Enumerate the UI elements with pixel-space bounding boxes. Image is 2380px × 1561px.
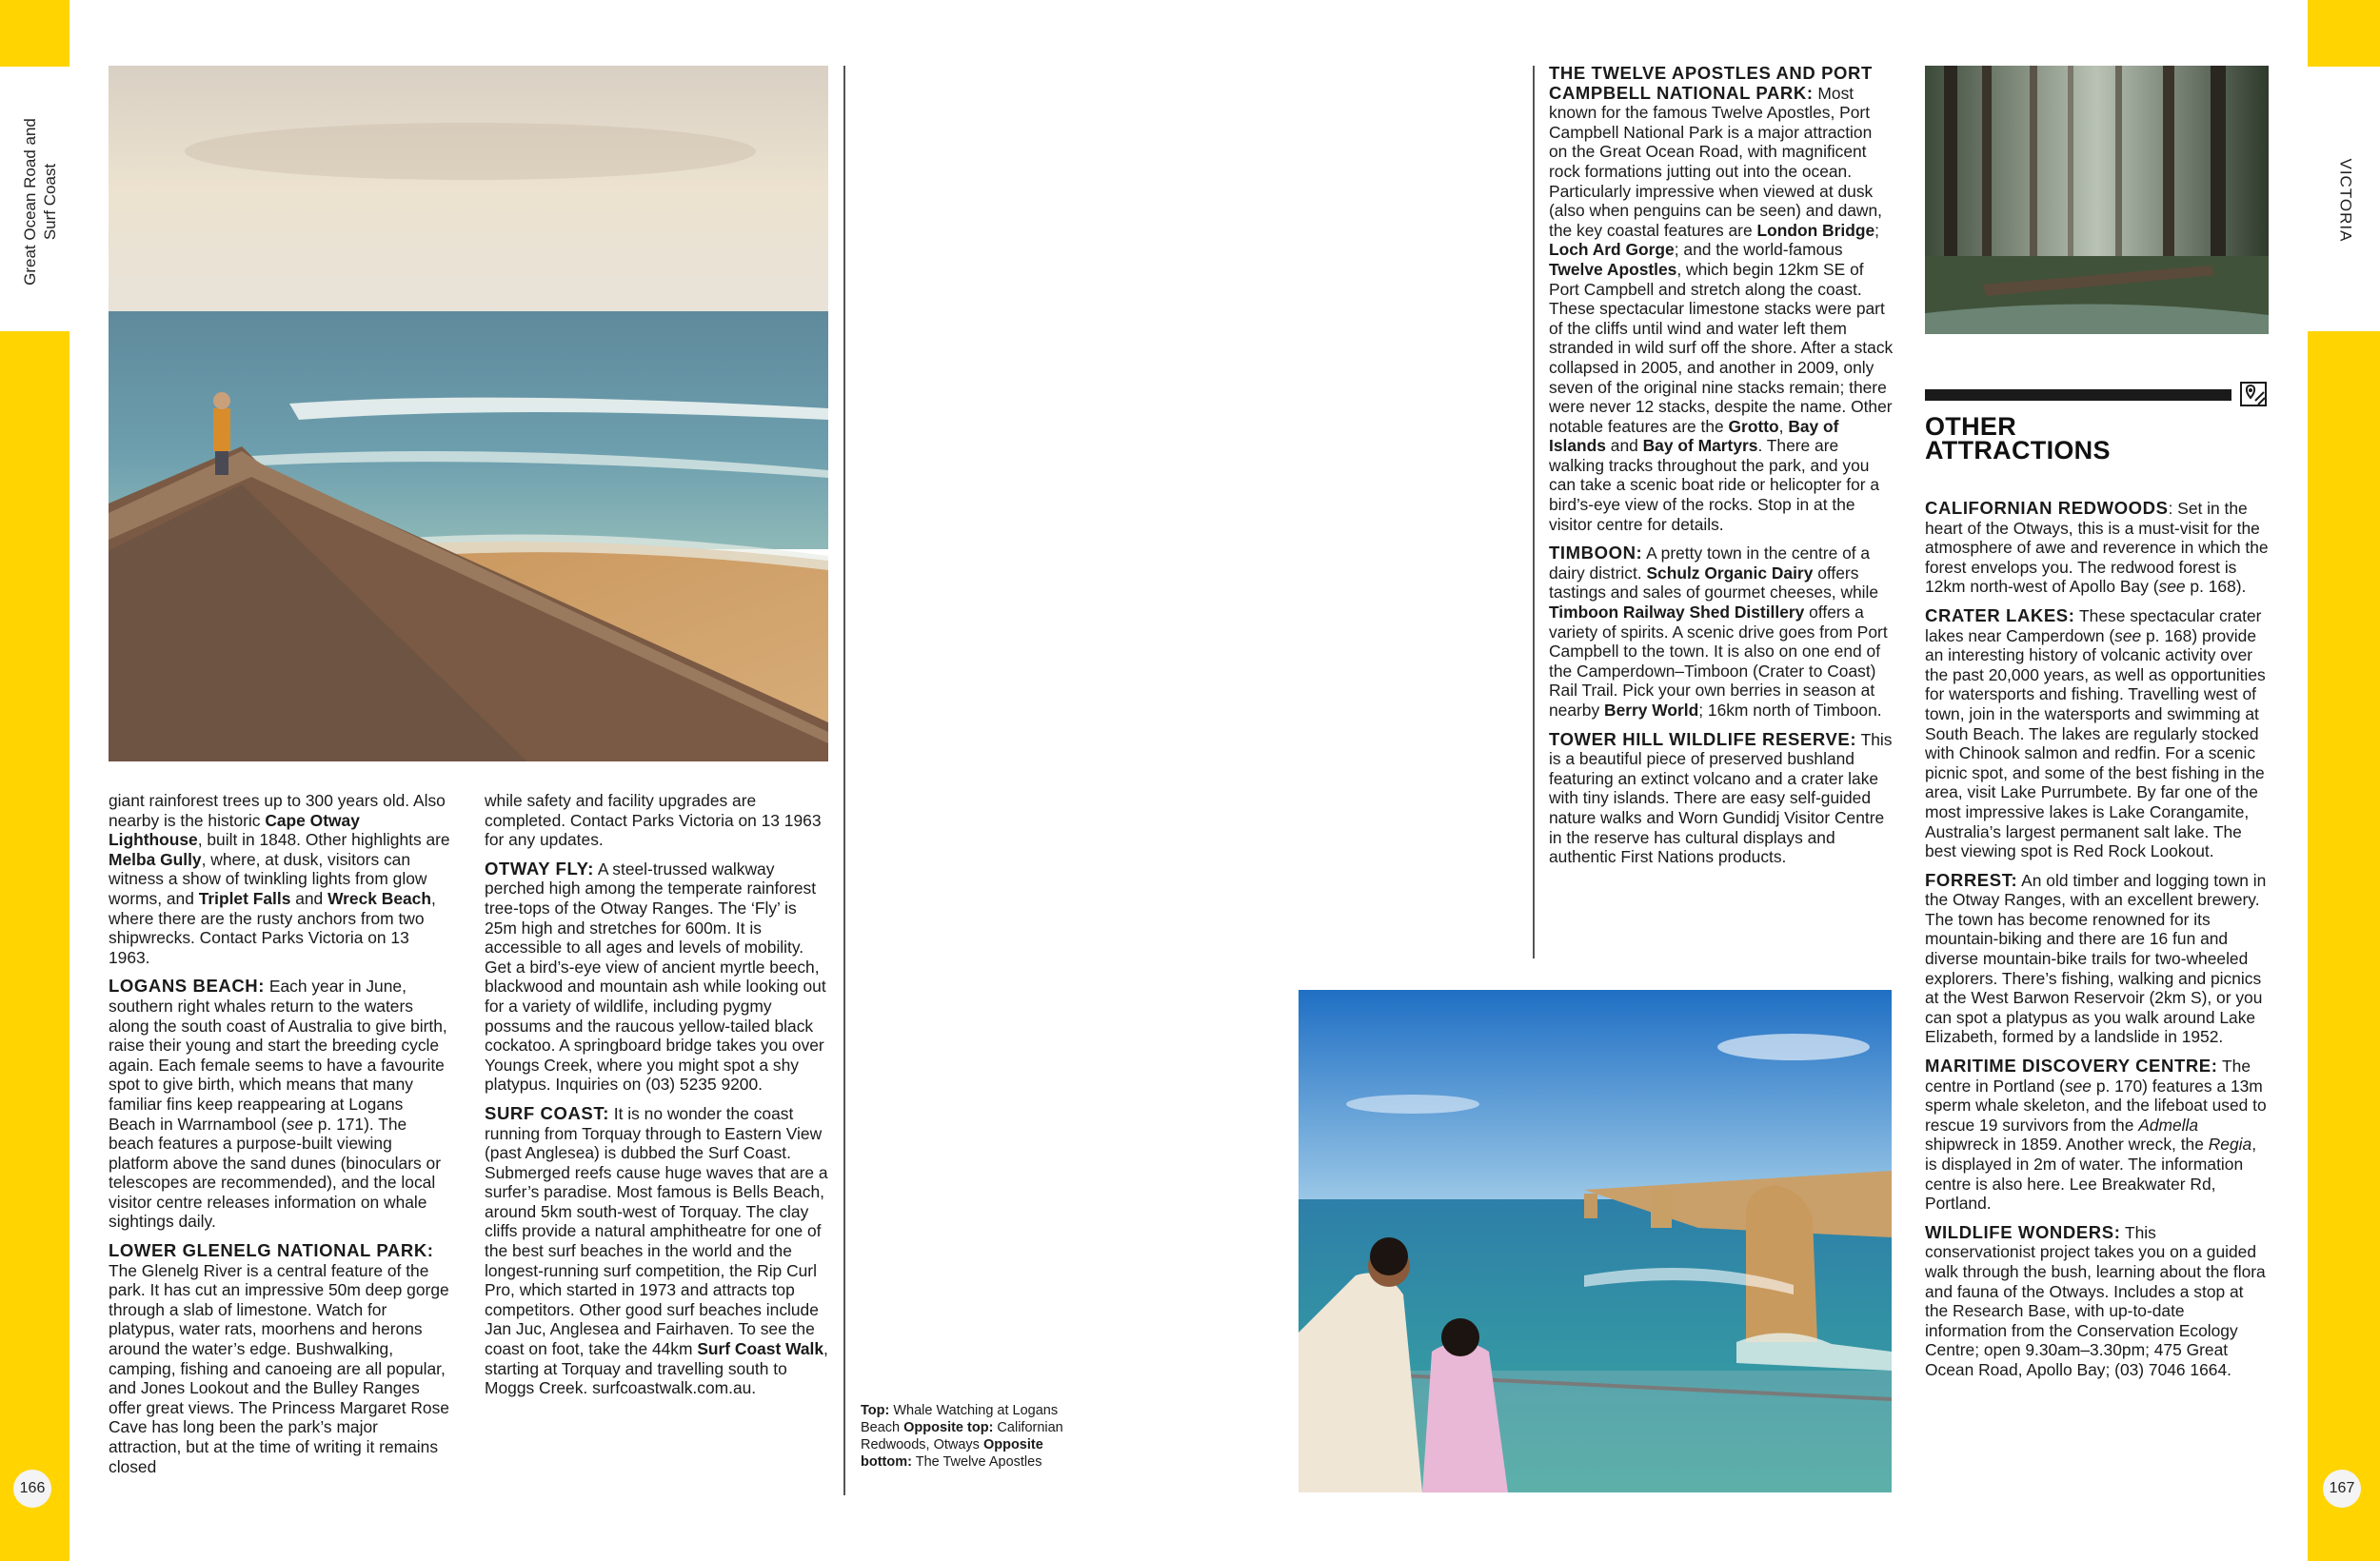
text: This conservationist project takes you on a guided walk through the bush, learning about the flora and fauna of the Otways. Includes a stop at the Research Base, with up-to-date information from the Conservation Ecology Centre; open 9.30am–3.30pm; 475 Great Ocean Road, Apollo Bay; (03) 7046 1664. [1925,1222,2266,1379]
text: The centre in Portland ( [1925,1057,2251,1096]
text: p. 170) features a 13m sperm whale skeleton, and the lifeboat used to rescue 19 survivors from the [1925,1076,2267,1135]
highlight: Wreck Beach [327,888,431,908]
text: : Set in the heart of the Otways, this is a must-visit for the atmosphere of awe and reverence in which the forest envelops you. The redwood forest is 12km north-west of Apollo Bay ( [1925,499,2269,597]
paragraph-timboon [1549,543,1894,720]
map-pin-icon [2239,380,2268,408]
photo-caption [861,1402,1089,1471]
section-label-line2: Surf Coast [41,163,59,241]
entry-heading: FORREST: [1925,869,2018,890]
text: and [1605,436,1643,456]
other-attractions-title [1925,412,2111,464]
entry-heading: LOGANS BEACH: [109,976,266,997]
left-page-column-2 [485,791,829,1408]
highlight: Bay of Islands [1549,416,1839,456]
paragraph-wildlife-wonders [1925,1223,2270,1380]
highlight: Triplet Falls [198,888,291,908]
left-top-tab [0,0,69,67]
page-number-right: 167 [2323,1470,2361,1508]
paragraph-logans-beach [109,977,451,1232]
highlight: Twelve Apostles [1549,259,1677,279]
section-label [20,116,60,287]
right-page-column-1 [1549,64,1894,877]
paragraph-twelve-apostles [1549,64,1894,534]
section-label-line1: Great Ocean Road and [21,118,39,286]
paragraph-surf-coast [485,1104,829,1398]
text: , [1778,416,1789,436]
paragraph-maritime-discovery [1925,1057,2270,1214]
text: shipwreck in 1859. Another wreck, the [1925,1135,2209,1155]
text: Admella [2138,1115,2199,1135]
highlight: Bay of Martyrs [1642,436,1758,456]
text: and [290,888,328,908]
caption-text: The Twelve Apostles [911,1454,1042,1470]
text: ; and the world-famous [1674,240,1843,260]
caption-label: Top: [861,1403,890,1418]
text: . There are walking tracks throughout the park, and you can take a scenic boat ride or helicopter for a bird’s-eye view of the rocks. Stop in at the visitor centre for details. [1549,436,1880,534]
text: offers tastings and sales of gourmet cheeses, while [1549,563,1879,603]
right-page-column-2 [1925,499,2270,1390]
text: see [2064,1076,2092,1096]
entry-heading: TOWER HILL WILDLIFE RESERVE: [1549,728,1857,749]
text: Regia [2208,1135,2252,1155]
highlight: Berry World [1604,701,1699,720]
text: giant rainforest trees up to 300 years old. Also nearby is the historic [109,791,446,830]
text: , built in 1848. Other highlights are [197,830,450,850]
text: ; 16km north of Timboon. [1698,701,1882,720]
redwoods-photo [1925,66,2269,334]
highlight: Loch Ard Gorge [1549,240,1675,260]
right-top-tab [2308,0,2380,67]
paragraph-crater-lakes [1925,606,2270,861]
state-label: VICTORIA [2336,158,2355,243]
text: , is displayed in 2m of water. The information centre is also here. Lee Breakwater Rd, Portland. [1925,1135,2257,1214]
text: , where there are the rusty anchors from two shipwrecks. Contact Parks Victoria on 13 1963. [109,888,436,967]
text: It is no wonder the coast running from Torquay through to Eastern View (past Anglesea) is dubbed the Surf Coast. Submerged reefs cause huge waves that are a surfer’s paradise. Most famous is Bells Beach, around 5km south-west of Torquay. The clay cliffs provide a natural amphitheatre for one of the best surf beaches in the world and the longest-running surf competition, the Rip Curl Pro, which started in 1973 and attracts top competitors. Other good surf beaches include Jan Juc, Anglesea and Fairhaven. To see the coast on foot, take the 44km [485,1103,828,1359]
twelve-apostles-photo [1299,990,1892,1492]
section-rule [1925,389,2231,401]
column-divider [843,66,845,1495]
text: The Glenelg River is a central feature of the park. It has cut an impressive 50m deep gorge through a slab of limestone. Watch for platypus, water rats, moorhens and herons around the water’s edge. Bushwalking, camping, fishing and canoeing are all popular, and Jones Lookout and the Bulley Ranges offer great views. The Princess Margaret Rose Cave has long been the park’s major attraction, but at the time of writing it remains closed [109,1260,449,1476]
paragraph-californian-redwoods [1925,499,2270,597]
text: offers a variety of spirits. A scenic drive goes from Port Campbell to the town. It is also on one end of the Camperdown–Timboon (Crater to Coast) Rail Trail. Pick your own berries in season at nearby [1549,603,1888,720]
caption-label: Opposite top: [903,1420,994,1435]
text: p. 168) provide an interesting history of volcanic activity over the past 20,000 years, as well as opportunities for watersports and fishing. Travelling west of town, join in the watersports and swimming at South Beach. The lakes are regularly stocked with Chinook salmon and redfin. For a scenic picnic spot, and some of the best fishing in the area, visit Lake Purrumbete. By far one of the most impressive lakes is Lake Corangamite, Australia’s largest permanent salt lake. The best viewing spot is Red Rock Lookout. [1925,625,2266,861]
highlight: Melba Gully [109,849,202,869]
text: , starting at Torquay and travelling south to Moggs Creek. surfcoastwalk.com.au. [485,1339,828,1398]
entry-heading: THE TWELVE APOSTLES AND PORT CAMPBELL NATIONAL PARK: [1549,63,1873,103]
column-divider [1533,66,1535,958]
caption-label: Opposite bottom: [861,1437,1043,1470]
highlight: Cape Otway Lighthouse [109,810,360,850]
entry-heading: SURF COAST: [485,1102,609,1123]
text: see [2158,577,2186,597]
paragraph-cape-otway [109,791,451,967]
text: This is a beautiful piece of preserved bushland featuring an extinct volcano and a crater lake with tiny islands. There are easy self-guided nature walks and Worn Gundidj Visitor Centre in the reserve has cultural displays and authentic First Nations products. [1549,729,1893,867]
text: ; [1874,220,1879,240]
title-line: OTHER [1925,412,2016,441]
text: see [286,1114,313,1134]
entry-heading: WILDLIFE WONDERS: [1925,1221,2121,1242]
highlight: Timboon Railway Shed Distillery [1549,603,1805,622]
entry-heading: MARITIME DISCOVERY CENTRE: [1925,1056,2218,1077]
paragraph-lower-glenelg [109,1241,451,1476]
title-line: ATTRACTIONS [1925,436,2111,464]
text: A steel-trussed walkway perched high among the temperate rainforest tree-tops of the Otway Ranges. The ‘Fly’ is 25m high and stretches for 600m. It is accessible to all ages and levels of mobility. Get a bird’s-eye view of ancient myrtle beech, blackwood and mountain ash while looking out for a variety of wildlife, including pygmy possums and the raucous yellow-tailed black cockatoo. A springboard bridge takes you over Youngs Creek, where you might spot a shy platypus. Inquiries on (03) 5235 9200. [485,859,826,1095]
text: p. 168). [2185,577,2247,597]
highlight: Surf Coast Walk [697,1339,824,1359]
text: see [2114,625,2142,645]
text: An old timber and logging town in the Otway Ranges, with an excellent brewery. The town has become renowned for its mountain-biking and there are 16 fun and diverse mountain-bike trails for two-wheeled explorers. There’s fishing, walking and picnics at the West Barwon Reservoir (2km S), or you can spot a platypus as you walk around Lake Elizabeth, formed by a landslide in 1952. [1925,870,2267,1047]
paragraph-tower-hill [1549,730,1894,867]
text: , where, at dusk, visitors can witness a show of twinkling lights from glow worms, and [109,849,427,908]
text: , which begin 12km SE of Port Campbell and stretch along the coast. These spectacular limestone stacks were part of the cliffs until wind and water left them stranded in wild surf off the shore. After a stack collapsed in 2005, and another in 2009, only seven of the original nine stacks remain; there were never 12 stacks, despite the name. Other notable features are the [1549,259,1894,436]
entry-heading: TIMBOON: [1549,543,1643,563]
highlight: London Bridge [1756,220,1875,240]
paragraph-closed-continued: while safety and facility upgrades are completed. Contact Parks Victoria on 13 1963 for any updates. [485,791,822,850]
entry-heading: CRATER LAKES: [1925,604,2075,625]
whale-watching-photo [109,66,828,761]
paragraph-otway-fly [485,860,829,1095]
left-bottom-tab [0,331,69,1561]
entry-heading: CALIFORNIAN REDWOODS [1925,498,2169,518]
right-bottom-tab [2308,331,2380,1561]
highlight: Schulz Organic Dairy [1646,563,1814,583]
entry-heading: LOWER GLENELG NATIONAL PARK: [109,1240,434,1261]
caption-text: Whale Watching at Logans Beach [861,1403,1059,1435]
left-page-column-1 [109,791,451,1486]
paragraph-forrest [1925,871,2270,1047]
page-number-left: 166 [13,1470,51,1508]
text: Each year in June, southern right whales return to the waters along the south coast of Australia to give birth, raise their young and start the breeding cycle again. Each female seems to have a favourite spot to give birth, which means that many familiar fins keep reappearing at Logans Beach in Warrnambool ( [109,977,447,1134]
text: These spectacular crater lakes near Camperdown ( [1925,605,2262,645]
highlight: Grotto [1728,416,1779,436]
text: Most known for the famous Twelve Apostles, Port Campbell National Park is a major attraction on the Great Ocean Road, with magnificent rock formations jutting out into the ocean. Particularly impressive when viewed at dusk (also when penguins can be seen) and dawn, the key coastal features are [1549,83,1882,240]
text: p. 171). The beach features a purpose-built viewing platform above the sand dunes (binoculars or telescopes are recommended), and the local visitor centre releases information on whale sightings daily. [109,1114,441,1232]
caption-text: Californian Redwoods, Otways [861,1420,1063,1452]
entry-heading: OTWAY FLY: [485,858,594,879]
text: A pretty town in the centre of a dairy district. [1549,543,1871,583]
